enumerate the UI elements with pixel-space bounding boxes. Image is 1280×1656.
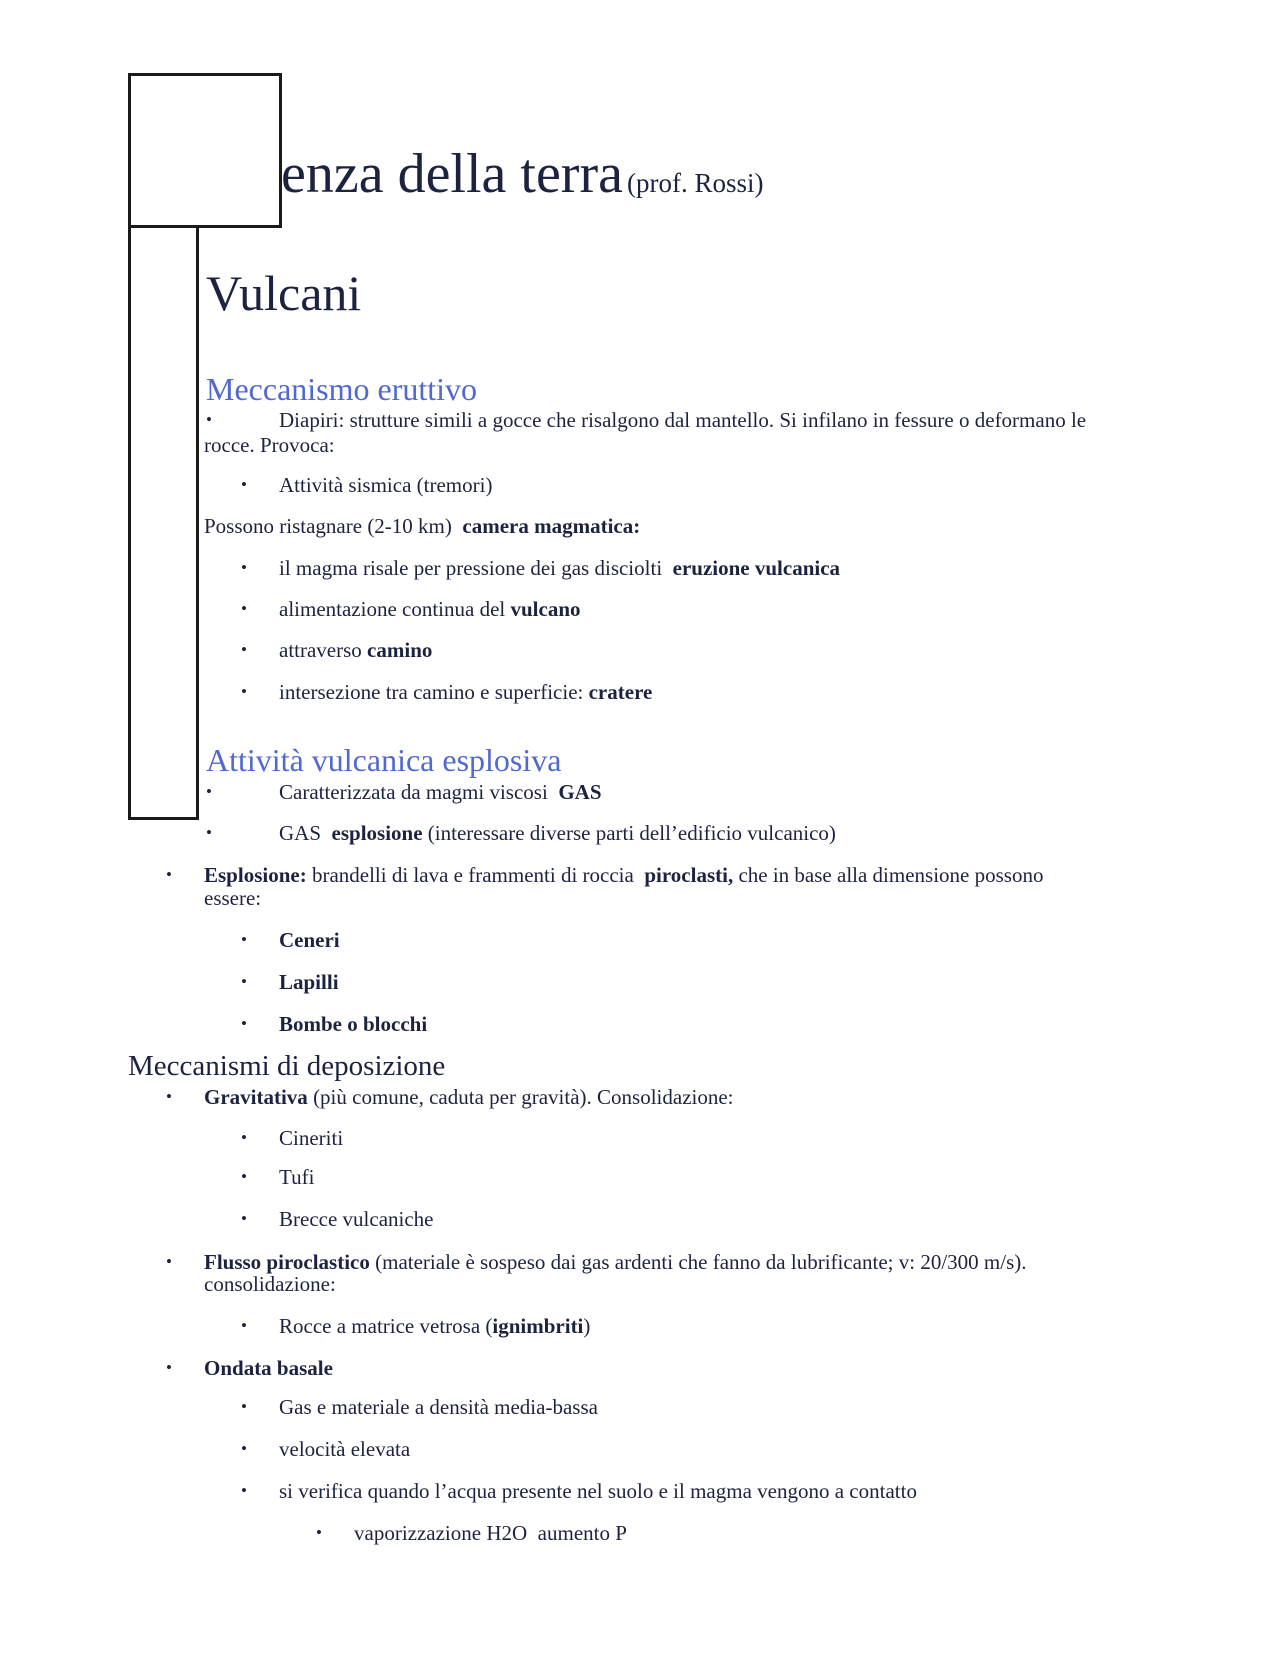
bullet: • [166,1087,172,1106]
item-text: GAS [279,821,322,845]
item-text: attraverso [279,638,368,662]
ristagnare-text: Possono ristagnare (2-10 km) [204,514,452,538]
item-bold: Gravitativa [204,1085,308,1109]
bullet: • [241,599,247,618]
size-lapilli [279,970,339,994]
ondata-item-2: velocità elevata [279,1437,411,1461]
item-text: Caratterizzata da magmi viscosi [279,780,548,804]
bullet: • [241,1014,247,1033]
attivita-sismica: Attività sismica (tremori) [279,473,493,497]
item-text: brandelli di lava e frammenti di roccia [311,863,634,887]
heading-meccanismo: Meccanismo eruttivo [206,371,478,407]
piroclasti: piroclasti, [644,863,734,887]
esplosiva-item-1 [279,780,602,804]
mecc-item-2 [279,597,581,621]
ristagnare-line [204,514,640,538]
mecc-item-1 [279,556,840,580]
grav-item-tufi: Tufi [279,1165,315,1189]
flusso-item [279,1314,590,1338]
bullet: • [241,1316,247,1335]
bullet: • [241,682,247,701]
item-rest: che in base alla dimensione possono [738,863,1044,887]
camera-magmatica: camera magmatica: [462,514,641,538]
frame-box-left [128,225,199,820]
section-title: Vulcani [206,265,362,321]
grav-item-cineriti: Cineriti [279,1126,344,1150]
bullet: • [241,930,247,949]
bullet: • [241,558,247,577]
bullet: • [241,640,247,659]
bullet: • [206,823,212,842]
bullet: • [166,1358,172,1377]
title-subtitle: (prof. Rossi) [626,168,764,198]
bullet: • [241,475,247,494]
heading-deposizione: Meccanismi di deposizione [128,1050,446,1082]
item-bold: ignimbriti [492,1314,584,1338]
diapiri-line1: Diapiri: strutture simili a gocce che risalgono dal mantello. Si infilano in fessure o deformano le [279,408,1087,432]
heading-esplosiva: Attività vulcanica esplosiva [206,742,562,778]
item-bold: vulcano [510,597,581,621]
size-ceneri [279,928,340,952]
item-bold: camino [367,638,433,662]
bullet: • [241,1209,247,1228]
ondata-line [204,1356,333,1380]
item-text: (più comune, caduta per gravità). Consolidazione: [313,1085,734,1109]
frame-box-top [128,73,282,228]
flusso-line2: consolidazione: [204,1272,336,1296]
ondata-item-1: Gas e materiale a densità media-bassa [279,1395,598,1419]
document-title [281,143,764,205]
mecc-item-4 [279,680,652,704]
item-text: (materiale è sospeso dai gas ardenti che fanno da lubrificante; v: 20/300 m/s). [375,1250,1027,1274]
gravitativa-line [204,1085,734,1109]
bullet: • [241,972,247,991]
item-text: alimentazione continua del [279,597,511,621]
bullet: • [166,1252,172,1271]
bullet: • [241,1128,247,1147]
item-bold: cratere [588,680,653,704]
bullet: • [206,782,212,801]
esplosione-line2: essere: [204,886,262,910]
item-close: ) [583,1314,591,1338]
diapiri-line2: rocce. Provoca: [204,433,335,457]
title-main: enza della terra [281,143,623,205]
item-bold: eruzione vulcanica [672,556,841,580]
item-bold: Bombe o blocchi [279,1012,428,1036]
grav-item-brecce: Brecce vulcaniche [279,1207,434,1231]
mecc-item-3 [279,638,432,662]
item-text: il magma risale per pressione dei gas disciolti [279,556,663,580]
item-text: Rocce a matrice vetrosa ( [279,1314,493,1338]
bullet: • [241,1397,247,1416]
esplosiva-item-2 [279,821,836,845]
item-text: intersezione tra camino e superficie: [279,680,589,704]
item-bold: GAS [558,780,602,804]
ondata-item-3: si verifica quando l’acqua presente nel suolo e il magma vengono a contatto [279,1479,917,1503]
item-bold: Ceneri [279,928,340,952]
bullet: • [241,1439,247,1458]
item-bold: Flusso piroclastico [204,1250,370,1274]
size-bombe [279,1012,427,1036]
item-bold: esplosione [331,821,423,845]
bullet: • [166,865,172,884]
esplosione-line1 [204,863,1043,887]
bullet: • [241,1481,247,1500]
bullet: • [241,1167,247,1186]
bullet: • [206,410,212,429]
item-rest: (interessare diverse parti dell’edificio vulcanico) [427,821,836,845]
flusso-line1 [204,1250,1027,1274]
item-bold: Lapilli [279,970,339,994]
item-bold: Esplosione: [204,863,307,887]
ondata-subitem: vaporizzazione H2O aumento P [354,1521,627,1545]
item-bold: Ondata basale [204,1356,333,1380]
bullet: • [316,1523,322,1542]
